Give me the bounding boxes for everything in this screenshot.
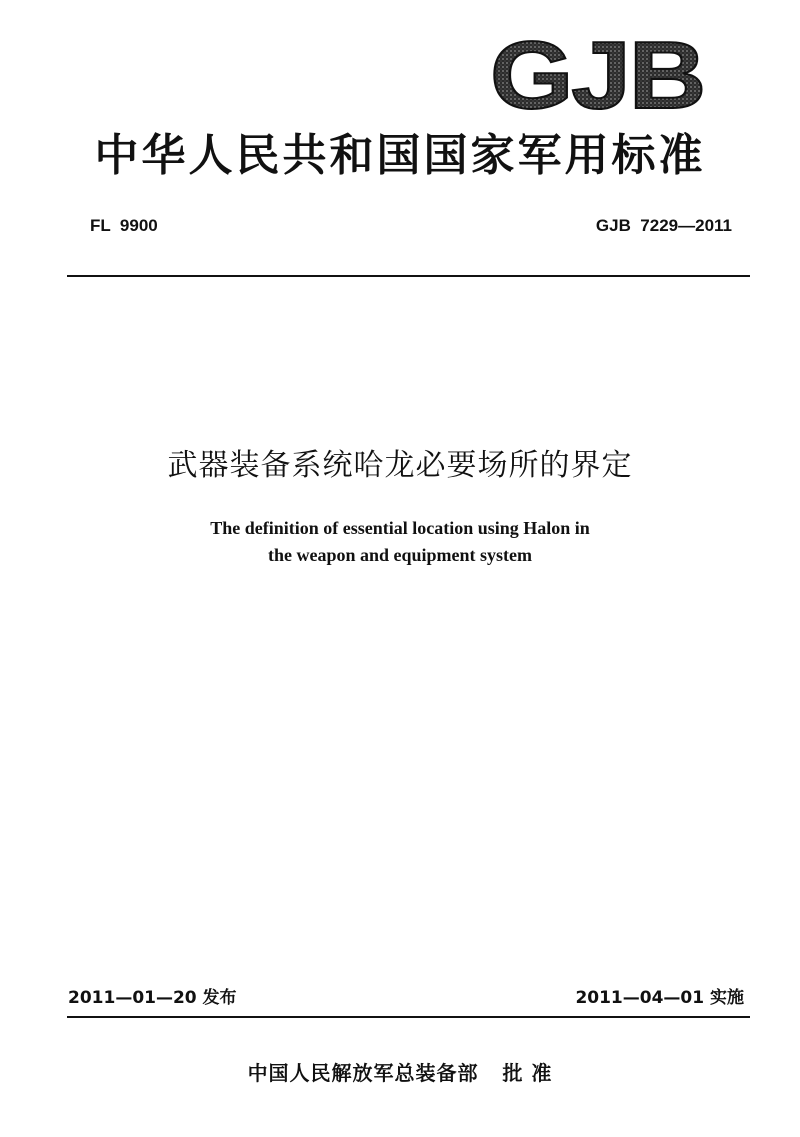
top-divider — [67, 275, 750, 277]
bottom-divider — [67, 1016, 750, 1018]
gjb-logo — [486, 26, 708, 120]
release-date: 2011—01—20 发布 — [68, 988, 237, 1008]
effective-date: 2011—04—01 实施 — [575, 988, 744, 1008]
document-title-english-line2: the weapon and equipment system — [267, 545, 533, 565]
document-title-english-line1: The definition of essential location using Halon in — [210, 518, 590, 538]
classification-code: FL 9900 — [90, 216, 158, 235]
document-title-chinese: 武器装备系统哈龙必要场所的界定 — [167, 448, 633, 483]
svg-text:GJB: GJB — [490, 26, 704, 120]
standard-number: GJB 7229—2011 — [595, 216, 732, 235]
approving-authority: 中国人民解放军总装备部 批 准 — [247, 1061, 553, 1085]
organization-title: 中华人民共和国国家军用标准 — [94, 130, 706, 181]
